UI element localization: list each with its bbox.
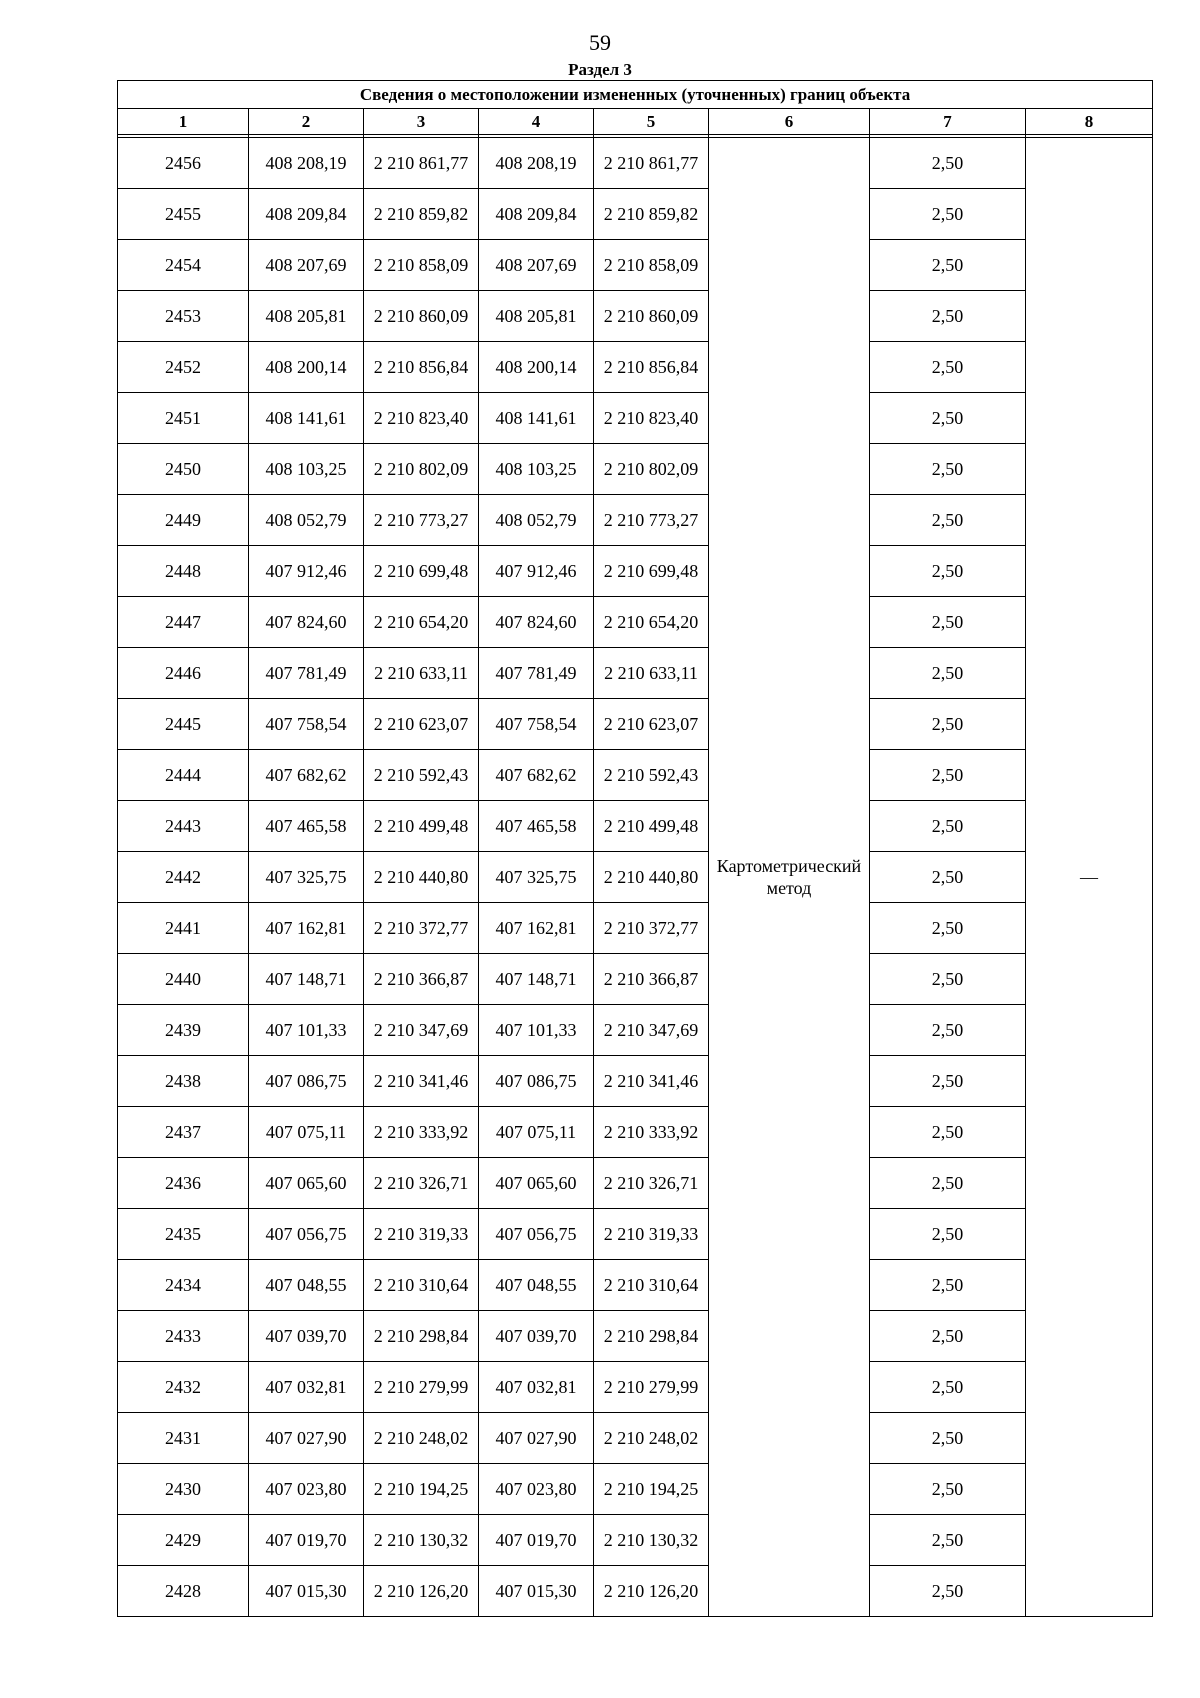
x-coordinate-cell: 407 065,60 — [249, 1158, 364, 1209]
accuracy-cell: 2,50 — [870, 291, 1026, 342]
table-row — [118, 1515, 1153, 1566]
x-coordinate-cell: 407 023,80 — [249, 1464, 364, 1515]
table-row — [118, 342, 1153, 393]
point-number-cell: 2431 — [118, 1413, 249, 1464]
x-coordinate-new-cell: 407 023,80 — [479, 1464, 594, 1515]
x-coordinate-new-cell: 407 056,75 — [479, 1209, 594, 1260]
y-coordinate-cell: 2 210 802,09 — [364, 444, 479, 495]
x-coordinate-cell: 407 824,60 — [249, 597, 364, 648]
table-row — [118, 291, 1153, 342]
x-coordinate-cell: 407 056,75 — [249, 1209, 364, 1260]
y-coordinate-new-cell: 2 210 592,43 — [594, 750, 709, 801]
point-number-cell: 2452 — [118, 342, 249, 393]
accuracy-cell: 2,50 — [870, 393, 1026, 444]
column-number-8: 8 — [1026, 109, 1153, 135]
y-coordinate-new-cell: 2 210 858,09 — [594, 240, 709, 291]
column-number-3: 3 — [364, 109, 479, 135]
table-row — [118, 1260, 1153, 1311]
page-number: 59 — [589, 30, 611, 55]
x-coordinate-new-cell: 408 208,19 — [479, 138, 594, 189]
column-number-1: 1 — [118, 109, 249, 135]
column-number-7: 7 — [870, 109, 1026, 135]
x-coordinate-new-cell: 408 141,61 — [479, 393, 594, 444]
accuracy-cell: 2,50 — [870, 903, 1026, 954]
x-coordinate-new-cell: 407 325,75 — [479, 852, 594, 903]
y-coordinate-new-cell: 2 210 654,20 — [594, 597, 709, 648]
table-row — [118, 1158, 1153, 1209]
x-coordinate-new-cell: 407 019,70 — [479, 1515, 594, 1566]
y-coordinate-cell: 2 210 372,77 — [364, 903, 479, 954]
y-coordinate-cell: 2 210 859,82 — [364, 189, 479, 240]
table-row — [118, 546, 1153, 597]
y-coordinate-new-cell: 2 210 633,11 — [594, 648, 709, 699]
y-coordinate-new-cell: 2 210 248,02 — [594, 1413, 709, 1464]
accuracy-cell: 2,50 — [870, 240, 1026, 291]
x-coordinate-new-cell: 408 103,25 — [479, 444, 594, 495]
x-coordinate-cell: 407 048,55 — [249, 1260, 364, 1311]
y-coordinate-cell: 2 210 347,69 — [364, 1005, 479, 1056]
x-coordinate-new-cell: 407 162,81 — [479, 903, 594, 954]
point-number-cell: 2430 — [118, 1464, 249, 1515]
accuracy-cell: 2,50 — [870, 1464, 1026, 1515]
y-coordinate-cell: 2 210 248,02 — [364, 1413, 479, 1464]
point-number-cell: 2443 — [118, 801, 249, 852]
y-coordinate-cell: 2 210 298,84 — [364, 1311, 479, 1362]
y-coordinate-cell: 2 210 333,92 — [364, 1107, 479, 1158]
y-coordinate-new-cell: 2 210 856,84 — [594, 342, 709, 393]
x-coordinate-new-cell: 408 207,69 — [479, 240, 594, 291]
x-coordinate-cell: 407 758,54 — [249, 699, 364, 750]
table-row — [118, 138, 1153, 189]
point-number-cell: 2435 — [118, 1209, 249, 1260]
x-coordinate-new-cell: 407 027,90 — [479, 1413, 594, 1464]
accuracy-cell: 2,50 — [870, 444, 1026, 495]
y-coordinate-new-cell: 2 210 126,20 — [594, 1566, 709, 1617]
table-row — [118, 954, 1153, 1005]
accuracy-cell: 2,50 — [870, 750, 1026, 801]
x-coordinate-cell: 408 207,69 — [249, 240, 364, 291]
point-number-cell: 2432 — [118, 1362, 249, 1413]
y-coordinate-new-cell: 2 210 499,48 — [594, 801, 709, 852]
x-coordinate-cell: 408 141,61 — [249, 393, 364, 444]
table-row — [118, 699, 1153, 750]
point-number-cell: 2449 — [118, 495, 249, 546]
table-row — [118, 1005, 1153, 1056]
table-row — [118, 444, 1153, 495]
accuracy-cell: 2,50 — [870, 1515, 1026, 1566]
y-coordinate-new-cell: 2 210 130,32 — [594, 1515, 709, 1566]
y-coordinate-new-cell: 2 210 623,07 — [594, 699, 709, 750]
column-number-row — [118, 109, 1153, 135]
column-number-5: 5 — [594, 109, 709, 135]
table-row — [118, 801, 1153, 852]
accuracy-cell: 2,50 — [870, 1107, 1026, 1158]
y-coordinate-cell: 2 210 699,48 — [364, 546, 479, 597]
x-coordinate-cell: 408 200,14 — [249, 342, 364, 393]
table-row — [118, 750, 1153, 801]
x-coordinate-new-cell: 407 781,49 — [479, 648, 594, 699]
y-coordinate-new-cell: 2 210 194,25 — [594, 1464, 709, 1515]
y-coordinate-cell: 2 210 633,11 — [364, 648, 479, 699]
point-number-cell: 2447 — [118, 597, 249, 648]
y-coordinate-cell: 2 210 592,43 — [364, 750, 479, 801]
y-coordinate-cell: 2 210 310,64 — [364, 1260, 479, 1311]
x-coordinate-cell: 407 075,11 — [249, 1107, 364, 1158]
point-number-cell: 2448 — [118, 546, 249, 597]
y-coordinate-new-cell: 2 210 319,33 — [594, 1209, 709, 1260]
y-coordinate-new-cell: 2 210 823,40 — [594, 393, 709, 444]
x-coordinate-cell: 407 032,81 — [249, 1362, 364, 1413]
accuracy-cell: 2,50 — [870, 138, 1026, 189]
y-coordinate-cell: 2 210 499,48 — [364, 801, 479, 852]
y-coordinate-new-cell: 2 210 860,09 — [594, 291, 709, 342]
y-coordinate-new-cell: 2 210 366,87 — [594, 954, 709, 1005]
x-coordinate-new-cell: 407 039,70 — [479, 1311, 594, 1362]
accuracy-cell: 2,50 — [870, 1260, 1026, 1311]
x-coordinate-cell: 407 325,75 — [249, 852, 364, 903]
table-body — [118, 135, 1153, 1617]
x-coordinate-new-cell: 407 682,62 — [479, 750, 594, 801]
table-row — [118, 1107, 1153, 1158]
x-coordinate-new-cell: 407 758,54 — [479, 699, 594, 750]
method-cell: Картометрический метод — [709, 138, 870, 1617]
y-coordinate-cell: 2 210 858,09 — [364, 240, 479, 291]
x-coordinate-cell: 407 019,70 — [249, 1515, 364, 1566]
x-coordinate-new-cell: 408 052,79 — [479, 495, 594, 546]
table-row — [118, 903, 1153, 954]
table-row — [118, 1311, 1153, 1362]
table-row — [118, 1362, 1153, 1413]
x-coordinate-new-cell: 407 086,75 — [479, 1056, 594, 1107]
coordinates-table — [117, 80, 1153, 1617]
point-number-cell: 2438 — [118, 1056, 249, 1107]
accuracy-cell: 2,50 — [870, 1056, 1026, 1107]
x-coordinate-cell: 408 209,84 — [249, 189, 364, 240]
y-coordinate-new-cell: 2 210 326,71 — [594, 1158, 709, 1209]
accuracy-cell: 2,50 — [870, 648, 1026, 699]
accuracy-cell: 2,50 — [870, 495, 1026, 546]
x-coordinate-cell: 407 101,33 — [249, 1005, 364, 1056]
y-coordinate-cell: 2 210 861,77 — [364, 138, 479, 189]
x-coordinate-cell: 407 162,81 — [249, 903, 364, 954]
point-number-cell: 2428 — [118, 1566, 249, 1617]
x-coordinate-new-cell: 407 465,58 — [479, 801, 594, 852]
table-row — [118, 495, 1153, 546]
y-coordinate-new-cell: 2 210 310,64 — [594, 1260, 709, 1311]
y-coordinate-cell: 2 210 860,09 — [364, 291, 479, 342]
y-coordinate-new-cell: 2 210 859,82 — [594, 189, 709, 240]
y-coordinate-new-cell: 2 210 440,80 — [594, 852, 709, 903]
accuracy-cell: 2,50 — [870, 1566, 1026, 1617]
y-coordinate-cell: 2 210 856,84 — [364, 342, 479, 393]
table-row — [118, 1209, 1153, 1260]
y-coordinate-new-cell: 2 210 861,77 — [594, 138, 709, 189]
x-coordinate-new-cell: 408 209,84 — [479, 189, 594, 240]
point-number-cell: 2451 — [118, 393, 249, 444]
x-coordinate-new-cell: 407 075,11 — [479, 1107, 594, 1158]
y-coordinate-cell: 2 210 623,07 — [364, 699, 479, 750]
column-number-2: 2 — [249, 109, 364, 135]
y-coordinate-cell: 2 210 326,71 — [364, 1158, 479, 1209]
accuracy-cell: 2,50 — [870, 1209, 1026, 1260]
x-coordinate-new-cell: 407 065,60 — [479, 1158, 594, 1209]
point-number-cell: 2441 — [118, 903, 249, 954]
table-row — [118, 393, 1153, 444]
accuracy-cell: 2,50 — [870, 852, 1026, 903]
table-row — [118, 189, 1153, 240]
point-number-cell: 2450 — [118, 444, 249, 495]
y-coordinate-new-cell: 2 210 298,84 — [594, 1311, 709, 1362]
y-coordinate-cell: 2 210 341,46 — [364, 1056, 479, 1107]
point-number-cell: 2454 — [118, 240, 249, 291]
x-coordinate-new-cell: 407 148,71 — [479, 954, 594, 1005]
point-number-cell: 2455 — [118, 189, 249, 240]
point-number-cell: 2445 — [118, 699, 249, 750]
point-number-cell: 2437 — [118, 1107, 249, 1158]
column8-cell: — — [1026, 138, 1153, 1617]
x-coordinate-cell: 408 205,81 — [249, 291, 364, 342]
x-coordinate-new-cell: 407 048,55 — [479, 1260, 594, 1311]
table-caption: Сведения о местоположении измененных (уточненных) границ объекта — [118, 81, 1153, 109]
column-number-6: 6 — [709, 109, 870, 135]
table-row — [118, 1413, 1153, 1464]
x-coordinate-cell: 408 208,19 — [249, 138, 364, 189]
section-title: Раздел 3 — [568, 60, 632, 79]
x-coordinate-cell: 408 103,25 — [249, 444, 364, 495]
point-number-cell: 2434 — [118, 1260, 249, 1311]
y-coordinate-new-cell: 2 210 333,92 — [594, 1107, 709, 1158]
x-coordinate-cell: 407 465,58 — [249, 801, 364, 852]
point-number-cell: 2439 — [118, 1005, 249, 1056]
y-coordinate-new-cell: 2 210 372,77 — [594, 903, 709, 954]
table-row — [118, 240, 1153, 291]
table-row — [118, 852, 1153, 903]
point-number-cell: 2433 — [118, 1311, 249, 1362]
y-coordinate-new-cell: 2 210 773,27 — [594, 495, 709, 546]
table-row — [118, 648, 1153, 699]
x-coordinate-new-cell: 407 015,30 — [479, 1566, 594, 1617]
y-coordinate-cell: 2 210 126,20 — [364, 1566, 479, 1617]
x-coordinate-new-cell: 407 032,81 — [479, 1362, 594, 1413]
point-number-cell: 2456 — [118, 138, 249, 189]
point-number-cell: 2429 — [118, 1515, 249, 1566]
accuracy-cell: 2,50 — [870, 342, 1026, 393]
x-coordinate-cell: 407 912,46 — [249, 546, 364, 597]
x-coordinate-cell: 407 682,62 — [249, 750, 364, 801]
column-number-4: 4 — [479, 109, 594, 135]
point-number-cell: 2442 — [118, 852, 249, 903]
point-number-cell: 2440 — [118, 954, 249, 1005]
accuracy-cell: 2,50 — [870, 1158, 1026, 1209]
x-coordinate-new-cell: 407 824,60 — [479, 597, 594, 648]
point-number-cell: 2453 — [118, 291, 249, 342]
x-coordinate-cell: 408 052,79 — [249, 495, 364, 546]
accuracy-cell: 2,50 — [870, 597, 1026, 648]
accuracy-cell: 2,50 — [870, 1005, 1026, 1056]
point-number-cell: 2444 — [118, 750, 249, 801]
accuracy-cell: 2,50 — [870, 1413, 1026, 1464]
x-coordinate-cell: 407 781,49 — [249, 648, 364, 699]
x-coordinate-new-cell: 408 200,14 — [479, 342, 594, 393]
table-row — [118, 1464, 1153, 1515]
table-row — [118, 597, 1153, 648]
x-coordinate-new-cell: 407 101,33 — [479, 1005, 594, 1056]
point-number-cell: 2446 — [118, 648, 249, 699]
x-coordinate-cell: 407 086,75 — [249, 1056, 364, 1107]
x-coordinate-new-cell: 408 205,81 — [479, 291, 594, 342]
accuracy-cell: 2,50 — [870, 801, 1026, 852]
y-coordinate-cell: 2 210 823,40 — [364, 393, 479, 444]
accuracy-cell: 2,50 — [870, 546, 1026, 597]
accuracy-cell: 2,50 — [870, 1362, 1026, 1413]
point-number-cell: 2436 — [118, 1158, 249, 1209]
table-row — [118, 1056, 1153, 1107]
table-row — [118, 1566, 1153, 1617]
x-coordinate-cell: 407 148,71 — [249, 954, 364, 1005]
y-coordinate-new-cell: 2 210 279,99 — [594, 1362, 709, 1413]
x-coordinate-cell: 407 015,30 — [249, 1566, 364, 1617]
accuracy-cell: 2,50 — [870, 1311, 1026, 1362]
y-coordinate-new-cell: 2 210 347,69 — [594, 1005, 709, 1056]
accuracy-cell: 2,50 — [870, 189, 1026, 240]
y-coordinate-cell: 2 210 194,25 — [364, 1464, 479, 1515]
x-coordinate-cell: 407 039,70 — [249, 1311, 364, 1362]
y-coordinate-new-cell: 2 210 802,09 — [594, 444, 709, 495]
y-coordinate-cell: 2 210 319,33 — [364, 1209, 479, 1260]
y-coordinate-cell: 2 210 654,20 — [364, 597, 479, 648]
y-coordinate-cell: 2 210 440,80 — [364, 852, 479, 903]
y-coordinate-cell: 2 210 366,87 — [364, 954, 479, 1005]
x-coordinate-cell: 407 027,90 — [249, 1413, 364, 1464]
y-coordinate-new-cell: 2 210 341,46 — [594, 1056, 709, 1107]
y-coordinate-cell: 2 210 130,32 — [364, 1515, 479, 1566]
y-coordinate-new-cell: 2 210 699,48 — [594, 546, 709, 597]
accuracy-cell: 2,50 — [870, 699, 1026, 750]
y-coordinate-cell: 2 210 773,27 — [364, 495, 479, 546]
y-coordinate-cell: 2 210 279,99 — [364, 1362, 479, 1413]
accuracy-cell: 2,50 — [870, 954, 1026, 1005]
x-coordinate-new-cell: 407 912,46 — [479, 546, 594, 597]
